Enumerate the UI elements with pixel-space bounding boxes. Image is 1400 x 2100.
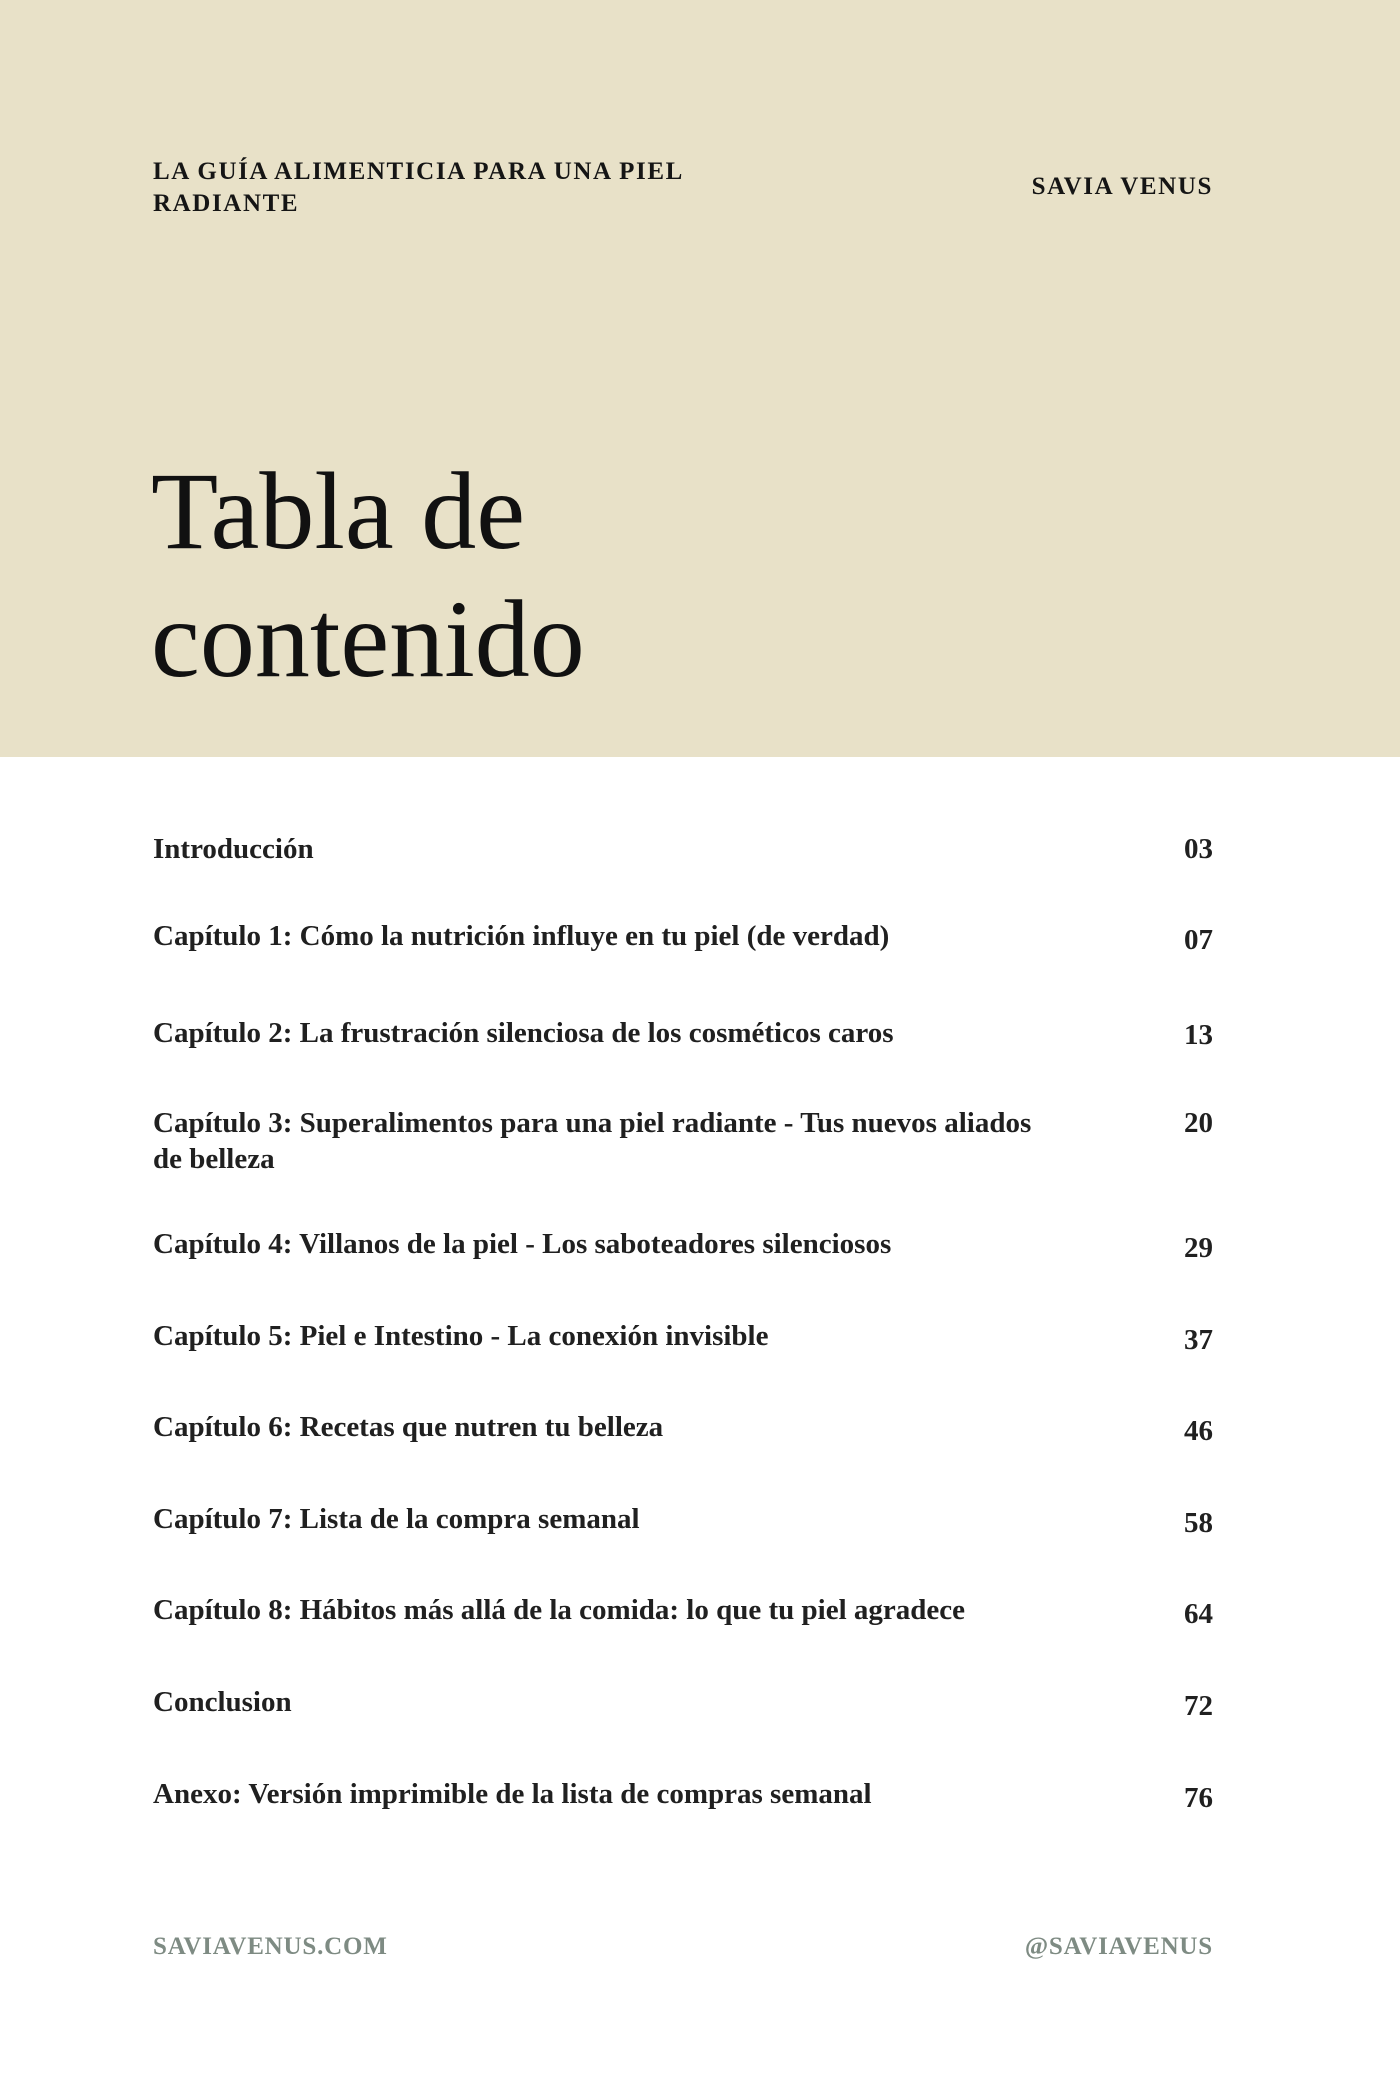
toc-entry-page: 72 xyxy=(1184,1690,1213,1722)
toc-entry-label: Capítulo 4: Villanos de la piel - Los saboteadores silenciosos xyxy=(153,1228,892,1260)
toc-entry-label: Conclusion xyxy=(153,1686,292,1718)
toc-entry-page: 37 xyxy=(1184,1324,1213,1356)
footer-website[interactable]: SAVIAVENUS.COM xyxy=(153,1933,388,1960)
toc-entry-label: Capítulo 7: Lista de la compra semanal xyxy=(153,1503,640,1535)
toc-entry-page: 46 xyxy=(1184,1415,1213,1447)
toc-entry-label: Capítulo 2: La frustración silenciosa de los cosméticos caros xyxy=(153,1017,894,1049)
table-of-contents xyxy=(153,0,1213,2100)
toc-entry-page: 07 xyxy=(1184,924,1213,956)
toc-entry-page: 64 xyxy=(1184,1598,1213,1630)
toc-entry-page: 29 xyxy=(1184,1232,1213,1264)
toc-entry-label: Capítulo 6: Recetas que nutren tu belleza xyxy=(153,1411,664,1443)
toc-entry-page: 76 xyxy=(1184,1782,1213,1814)
toc-entry-label: Capítulo 8: Hábitos más allá de la comida: lo que tu piel agradece xyxy=(153,1594,965,1626)
toc-entry-label: Capítulo 5: Piel e Intestino - La conexión invisible xyxy=(153,1320,769,1352)
toc-entry-page: 20 xyxy=(1184,1107,1213,1139)
toc-entry-page: 58 xyxy=(1184,1507,1213,1539)
guide-title: LA GUÍA ALIMENTICIA PARA UNA PIEL RADIANTE xyxy=(153,158,683,217)
toc-entry-label: Capítulo 3: Superalimentos para una piel radiante - Tus nuevos aliados de belleza xyxy=(153,1107,1032,1175)
toc-entry-label: Introducción xyxy=(153,833,314,865)
footer-social-handle[interactable]: @SAVIAVENUS xyxy=(1024,1933,1213,1960)
toc-entry-label: Anexo: Versión imprimible de la lista de compras semanal xyxy=(153,1778,872,1810)
page-title: Tabla de contenido xyxy=(151,450,585,700)
toc-entry-label: Capítulo 1: Cómo la nutrición influye en tu piel (de verdad) xyxy=(153,920,890,952)
brand-name: SAVIA VENUS xyxy=(1031,173,1213,200)
toc-entry-page: 03 xyxy=(1184,833,1213,865)
toc-entry-page: 13 xyxy=(1184,1019,1213,1051)
